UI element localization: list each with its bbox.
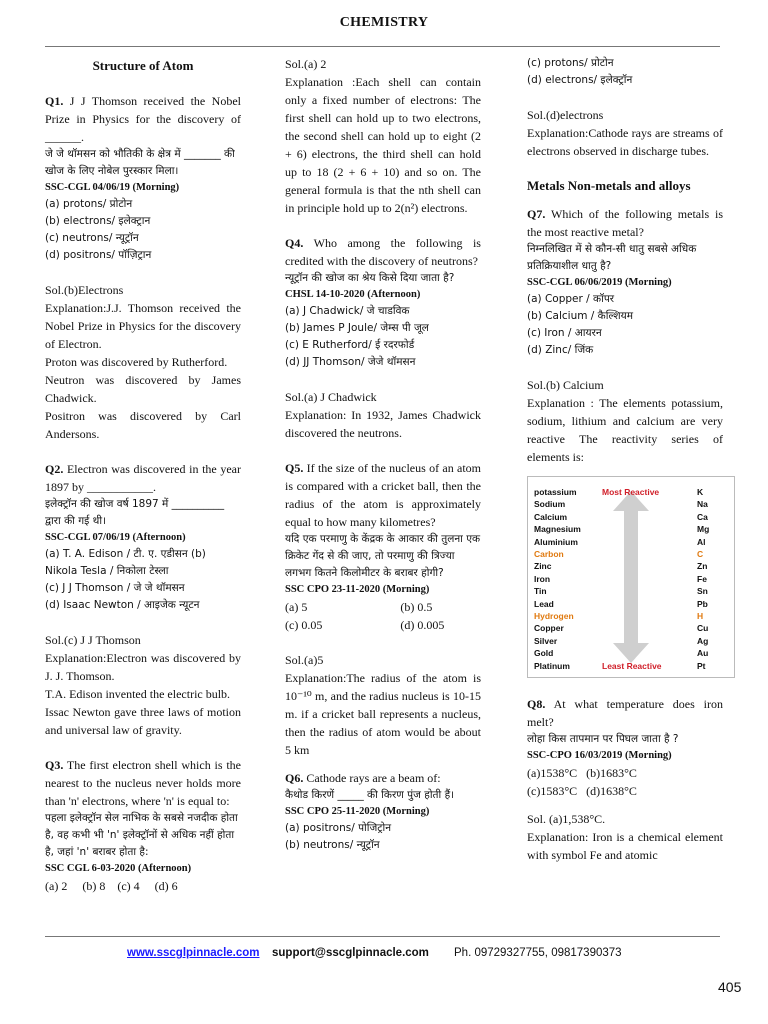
exam-ref: SSC-CPO 16/03/2019 (Morning) xyxy=(527,750,672,761)
question-7 xyxy=(527,205,723,241)
solution: Sol.(c) J J Thomson xyxy=(45,633,141,647)
element-name: Magnesium xyxy=(534,524,581,535)
element-name: Zinc xyxy=(534,561,552,572)
q-hindi: न्यूट्रॉन की खोज का श्रेय किसे दिया जाता है? xyxy=(285,272,455,284)
option: (d) 0.005 xyxy=(400,618,445,632)
element-name: Gold xyxy=(534,648,554,659)
option: (a) Copper / कॉपर xyxy=(527,293,615,305)
option: (a) positrons/ पोजिट्रोन xyxy=(285,822,392,834)
element-name: Calcium xyxy=(534,511,568,522)
option: (b)1683°C xyxy=(586,766,637,780)
q-num: Q5. xyxy=(285,461,304,475)
column-2 xyxy=(285,55,481,854)
explanation-line: Proton was discovered by Rutherford. xyxy=(45,355,228,369)
explanation-line: T.A. Edison invented the electric bulb. xyxy=(45,687,231,701)
element-name: Sodium xyxy=(534,499,566,510)
page-number: 405 xyxy=(718,979,742,995)
q-hindi: कैथोड किरणें _____ की किरण पुंज होती हैं। xyxy=(285,789,455,801)
solution: Sol.(d)electrons xyxy=(527,108,604,122)
solution: Sol.(b) Calcium xyxy=(527,378,604,392)
series-row xyxy=(534,520,728,535)
option: (d) 6 xyxy=(154,879,178,893)
exam-ref: SSC-CGL 06/06/2019 (Morning) xyxy=(527,277,672,288)
page-title: CHEMISTRY xyxy=(339,15,429,30)
series-row xyxy=(534,619,728,634)
question-5 xyxy=(285,459,481,531)
q-text: Which of the following metals is the most reactive metal? xyxy=(527,207,723,239)
options-row xyxy=(527,782,723,800)
question-2 xyxy=(45,460,241,496)
element-symbol: Fe xyxy=(697,573,707,584)
element-name: Hydrogen xyxy=(534,611,574,621)
series-row xyxy=(534,545,728,557)
q-text: Electron was discovered in the year 1897 by ___________. xyxy=(45,462,241,494)
explanation: Explanation: Iron is a chemical element with symbol Fe and atomic xyxy=(527,830,723,862)
option: (b) James P Joule/ जेम्स पी जूल xyxy=(285,322,429,334)
element-symbol: Cu xyxy=(697,623,709,634)
solution: Sol.(a) 2 xyxy=(285,57,327,71)
series-row xyxy=(534,644,728,659)
option: (a) J Chadwick/ जे चाडविक xyxy=(285,305,410,317)
option: (a) T. A. Edison / टी. ए. एडीसन (b) Nikola Tesla / निकोला टेस्ला xyxy=(45,548,206,577)
reactivity-series-figure xyxy=(527,476,735,678)
option: (a) 5 xyxy=(285,600,308,614)
series-row xyxy=(534,657,728,669)
q-text: Who among the following is credited with the discovery of neutrons? xyxy=(285,236,481,268)
series-row xyxy=(534,557,728,572)
series-row xyxy=(534,533,728,545)
q-hindi: यदि एक परमाणु के केंद्रक के आकार की तुलना एक क्रिकेट गेंद से की जाए, तो परमाणु की त्रिज्या लगभग कितने किलोमीटर के बराबर होगी? xyxy=(285,533,481,579)
q-text: If the size of the nucleus of an atom is compared with a cricket ball, then the radius of the atom is approximately equal to how many kilometres? xyxy=(285,461,482,529)
most-reactive-label: Most Reactive xyxy=(602,487,660,497)
explanation: Explanation : The elements potassium, sodium, lithium and calcium are very reactive The reactivity series of elements is: xyxy=(527,396,723,464)
explanation-line: Positron was discovered by Carl Andersons. xyxy=(45,409,241,441)
element-name: Copper xyxy=(534,623,564,634)
element-symbol: C xyxy=(697,549,704,559)
phone-numbers: Ph. 09729327755, 09817390373 xyxy=(454,947,622,959)
footer-rule xyxy=(45,936,720,937)
q-num: Q7. xyxy=(527,207,546,221)
series-row xyxy=(534,483,728,495)
question-6 xyxy=(285,769,481,787)
option: (b) electrons/ इलेक्ट्रान xyxy=(45,215,151,227)
option: (c) protons/ प्रोटोन xyxy=(527,57,614,69)
option: (d)1638°C xyxy=(586,784,637,798)
element-symbol: Mg xyxy=(697,524,710,535)
exam-ref: SSC CPO 23-11-2020 (Morning) xyxy=(285,584,430,595)
explanation: Explanation:The radius of the atom is 10⁻¹⁰ m, and the radius nucleus is 10-15 m. if a cricket ball represents a nucleus, then the radius of atom would be about 5 km xyxy=(285,671,481,757)
solution: Sol.(a)5 xyxy=(285,653,324,667)
option: (c)1583°C xyxy=(527,784,578,798)
options-row xyxy=(527,764,723,782)
question-3 xyxy=(45,756,241,810)
column-3 xyxy=(527,55,723,864)
q-num: Q8. xyxy=(527,697,546,711)
exam-ref: SSC CPO 25-11-2020 (Morning) xyxy=(285,806,430,817)
element-name: potassium xyxy=(534,487,577,497)
series-row xyxy=(534,632,728,644)
q-text: Cathode rays are a beam of: xyxy=(306,771,441,785)
q-num: Q1. xyxy=(45,94,64,108)
element-symbol: H xyxy=(697,611,704,621)
option: (b) 8 xyxy=(82,879,106,893)
header-rule xyxy=(45,46,720,47)
element-symbol: Ag xyxy=(697,635,709,646)
element-symbol: K xyxy=(697,487,704,497)
website-link[interactable] xyxy=(127,947,260,959)
q-num: Q3. xyxy=(45,758,64,772)
q-num: Q4. xyxy=(285,236,304,250)
explanation-line: Neutron was discovered by James Chadwick. xyxy=(45,373,241,405)
column-1 xyxy=(45,55,241,895)
q-hindi: निम्नलिखित में से कौन-सी धातु सबसे अधिक प्रतिक्रियाशील धातु है? xyxy=(527,243,697,272)
exam-ref: SSC CGL 6-03-2020 (Afternoon) xyxy=(45,863,192,874)
element-name: Platinum xyxy=(534,660,570,671)
element-name: Aluminium xyxy=(534,536,578,547)
section-heading: Metals Non-metals and alloys xyxy=(527,178,691,193)
option: (d) JJ Thomson/ जेजे थॉमसन xyxy=(285,356,416,368)
section-heading: Structure of Atom xyxy=(92,58,194,73)
option: (d) Zinc/ जिंक xyxy=(527,344,594,356)
options-grid xyxy=(285,598,462,634)
option: (a)1538°C xyxy=(527,766,578,780)
element-name: Iron xyxy=(534,573,551,584)
element-symbol: Au xyxy=(697,648,709,659)
option: (b) Calcium / कैल्शियम xyxy=(527,310,633,322)
series-row xyxy=(534,508,728,520)
option: (c) Iron / आयरन xyxy=(527,327,602,339)
explanation: Explanation:Cathode rays are streams of electrons observed in discharge tubes. xyxy=(527,126,723,158)
series-row xyxy=(534,582,728,597)
option: (c) J J Thomson / जे जे थॉमसन xyxy=(45,582,185,594)
option: (c) E Rutherford/ ई रदरफोर्ड xyxy=(285,339,415,351)
support-email: support@sscglpinnacle.com xyxy=(272,947,429,959)
solution: Sol.(b)Electrons xyxy=(45,283,124,297)
option: (b) 0.5 xyxy=(400,600,433,614)
element-symbol: Al xyxy=(697,536,706,547)
explanation: Explanation: In 1932, James Chadwick discovered the neutrons. xyxy=(285,408,481,440)
q-hindi: इलेक्ट्रॉन की खोज वर्ष 1897 में __________ द्वारा की गई थी। xyxy=(45,498,225,527)
element-symbol: Sn xyxy=(697,586,708,597)
q-text: J J Thomson received the Nobel Prize in Physics for the discovery of ______. xyxy=(45,94,242,144)
q-num: Q2. xyxy=(45,462,64,476)
series-row xyxy=(534,607,728,619)
explanation: Explanation:Electron was discovered by J. J. Thomson. xyxy=(45,651,241,683)
option: (c) neutrons/ न्यूट्रॉन xyxy=(45,232,139,244)
element-symbol: Pb xyxy=(697,598,708,609)
exam-ref: SSC-CGL 07/06/19 (Afternoon) xyxy=(45,532,186,543)
option: (d) Isaac Newton / आइजेक न्यूटन xyxy=(45,599,200,611)
element-symbol: Pt xyxy=(697,660,706,671)
element-symbol: Zn xyxy=(697,561,708,572)
series-row xyxy=(534,570,728,582)
q-hindi: जे जे थॉमसन को भौतिकी के क्षेत्र में _______ की खोज के लिए नोबेल पुरस्कार मिला। xyxy=(45,148,235,177)
q-hindi: लोहा किस तापमान पर पिघल जाता है ? xyxy=(527,733,679,745)
question-1 xyxy=(45,92,241,146)
series-row xyxy=(534,595,728,607)
element-name: Carbon xyxy=(534,549,564,559)
explanation-line: Issac Newton gave three laws of motion and universal law of gravity. xyxy=(45,705,241,737)
solution: Sol.(a) J Chadwick xyxy=(285,390,377,404)
option: (b) neutrons/ न्यूट्रॉन xyxy=(285,839,380,851)
question-4 xyxy=(285,234,481,270)
q-num: Q6. xyxy=(285,771,304,785)
element-symbol: Ca xyxy=(697,511,708,522)
website-link-text[interactable]: www.sscglpinnacle.com xyxy=(127,947,260,959)
option: (c) 0.05 xyxy=(285,618,323,632)
q-text: The first electron shell which is the nearest to the nucleus never holds more than 'n' electrons, where 'n' is equal to: xyxy=(45,758,241,808)
explanation: Explanation :Each shell can contain only a fixed number of electrons: The first shell can hold up to two electrons, the second shell can hold up to eight (2 + 6) electrons, the third shell can hold up to 18 (2 + 6 + 10) and so on. The general formula is that the nth shell can in principle hold up to 2(n²) electrons. xyxy=(285,75,481,215)
option: (a) 2 xyxy=(45,879,68,893)
series-row xyxy=(534,495,728,510)
option: (a) protons/ प्रोटोन xyxy=(45,198,133,210)
question-8 xyxy=(527,695,723,731)
option: (d) electrons/ इलेक्ट्रॉन xyxy=(527,74,633,86)
exam-ref: CHSL 14-10-2020 (Afternoon) xyxy=(285,289,421,300)
q-hindi: पहला इलेक्ट्रॉन सेल नाभिक के सबसे नजदीक होता है, वह कभी भी 'n' इलेक्ट्रॉनों से अधिक नहीं होता है, जहां 'n' बराबर होता है: xyxy=(45,812,238,858)
least-reactive-label: Least Reactive xyxy=(602,660,662,671)
options-row xyxy=(45,877,241,895)
q-text: At what temperature does iron melt? xyxy=(527,697,724,729)
option: (c) 4 xyxy=(117,879,140,893)
explanation: Explanation:J.J. Thomson received the Nobel Prize in Physics for the discovery of Electron. xyxy=(45,301,241,351)
element-name: Silver xyxy=(534,635,558,646)
option: (d) positrons/ पॉज़िट्रान xyxy=(45,249,152,261)
element-name: Lead xyxy=(534,598,554,609)
element-symbol: Na xyxy=(697,499,708,510)
element-name: Tin xyxy=(534,586,547,597)
solution: Sol. (a)1,538°C. xyxy=(527,812,606,826)
exam-ref: SSC-CGL 04/06/19 (Morning) xyxy=(45,182,180,193)
